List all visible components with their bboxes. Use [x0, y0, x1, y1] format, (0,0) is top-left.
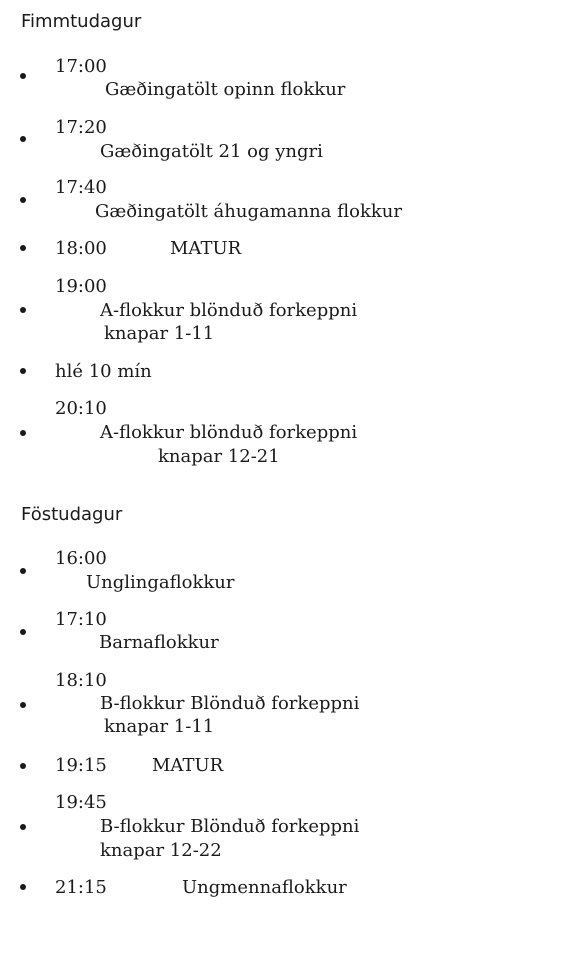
bullet — [20, 245, 26, 251]
bullet — [20, 307, 26, 313]
bullet — [20, 884, 26, 890]
day-heading: Föstudagur — [21, 504, 123, 525]
event-label: Ungmennaflokkur — [182, 877, 347, 898]
bullet — [20, 136, 26, 142]
event-label: MATUR — [152, 755, 224, 776]
event-label: Gæðingatölt 21 og yngri — [100, 141, 323, 162]
time-label: 19:15 — [55, 755, 107, 776]
detail-label: knapar 1-11 — [104, 716, 215, 737]
event-label: B-flokkur Blönduð forkeppni — [100, 693, 360, 714]
detail-label: knapar 1-11 — [104, 323, 215, 344]
event-label: B-flokkur Blönduð forkeppni — [100, 816, 360, 837]
event-label: Gæðingatölt áhugamanna flokkur — [95, 201, 402, 222]
bullet — [20, 73, 26, 79]
break-label: hlé 10 mín — [55, 361, 152, 382]
event-label: MATUR — [170, 238, 242, 259]
time-label: 17:40 — [55, 177, 107, 198]
time-label: 20:10 — [55, 398, 107, 419]
time-label: 17:20 — [55, 117, 107, 138]
bullet — [20, 763, 26, 769]
event-label: Unglingaflokkur — [86, 572, 235, 593]
event-label: Barnaflokkur — [99, 632, 219, 653]
bullet — [20, 629, 26, 635]
time-label: 16:00 — [55, 548, 107, 569]
time-label: 18:10 — [55, 670, 107, 691]
event-label: A-flokkur blönduð forkeppni — [100, 422, 358, 443]
day-heading: Fimmtudagur — [21, 11, 142, 32]
time-label: 21:15 — [55, 877, 107, 898]
time-label: 19:45 — [55, 792, 107, 813]
detail-label: knapar 12-21 — [158, 446, 280, 467]
bullet — [20, 568, 26, 574]
time-label: 17:10 — [55, 609, 107, 630]
bullet — [20, 824, 26, 830]
detail-label: knapar 12-22 — [100, 840, 222, 861]
time-label: 17:00 — [55, 56, 107, 77]
time-label: 19:00 — [55, 276, 107, 297]
time-label: 18:00 — [55, 238, 107, 259]
bullet — [20, 197, 26, 203]
event-label: A-flokkur blönduð forkeppni — [100, 300, 358, 321]
event-label: Gæðingatölt opinn flokkur — [105, 79, 346, 100]
bullet — [20, 430, 26, 436]
bullet — [20, 368, 26, 374]
bullet — [20, 702, 26, 708]
